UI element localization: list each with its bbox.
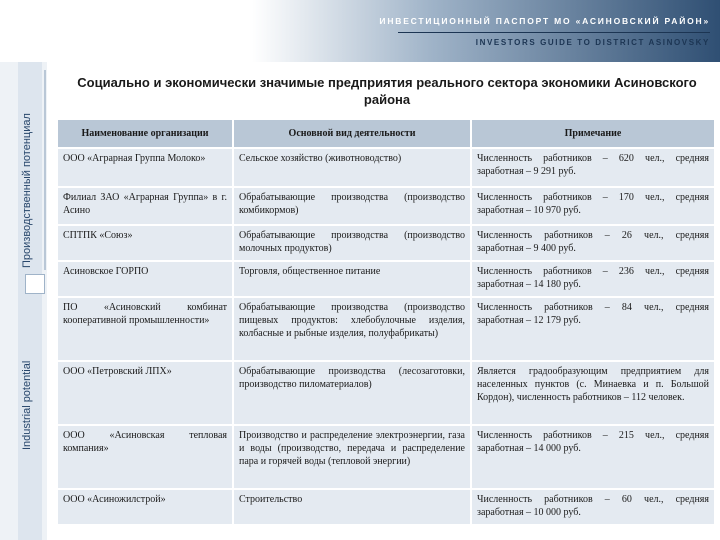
note-cell: Численность работников – 170 чел., средняя заработная – 10 970 руб. xyxy=(472,188,714,224)
activity-cell: Обрабатывающие производства (лесозаготовки, производство пиломатериалов) xyxy=(234,362,472,424)
note-cell: Численность работников – 60 чел., средняя заработная – 10 000 руб. xyxy=(472,490,714,524)
page-title: Социально и экономически значимые предприятия реального сектора экономики Асиновского района xyxy=(77,75,697,107)
table-row xyxy=(58,226,714,260)
table-row xyxy=(58,262,714,296)
organization-cell: ООО «Петровский ЛПХ» xyxy=(58,362,234,424)
table-row xyxy=(58,490,714,524)
table-row xyxy=(58,149,714,186)
sidebar-marker xyxy=(44,70,46,270)
note-cell: Численность работников – 215 чел., средняя заработная – 14 000 руб. xyxy=(472,426,714,488)
header-divider xyxy=(398,32,710,33)
activity-cell: Обрабатывающие производства (производство комбикормов) xyxy=(234,188,472,224)
organization-cell: ООО «Аграрная Группа Молоко» xyxy=(58,149,234,186)
activity-cell: Сельское хозяйство (животноводство) xyxy=(234,149,472,186)
activity-cell: Обрабатывающие производства (производство пищевых продуктов: хлебобулочные изделия, колбасные и рыбные изделия, полуфабрикаты) xyxy=(234,298,472,360)
header-title-en: INVESTORS GUIDE TO DISTRICT ASINOVSKY xyxy=(475,38,710,47)
table-row xyxy=(58,188,714,224)
organization-cell: Филиал ЗАО «Аграрная Группа» в г. Асино xyxy=(58,188,234,224)
activity-cell: Обрабатывающие производства (производство молочных продуктов) xyxy=(234,226,472,260)
activity-cell: Строительство xyxy=(234,490,472,524)
organization-cell: Асиновское ГОРПО xyxy=(58,262,234,296)
note-cell: Численность работников – 620 чел., средняя заработная – 9 291 руб. xyxy=(472,149,714,186)
note-cell: Численность работников – 84 чел., средняя заработная – 12 179 руб. xyxy=(472,298,714,360)
column-header-activity: Основной вид деятельности xyxy=(234,120,472,147)
table-row xyxy=(58,426,714,488)
organization-cell: СПТПК «Союз» xyxy=(58,226,234,260)
sidebar-label-ru: Производственный потенциал xyxy=(21,113,33,268)
table-row xyxy=(58,362,714,424)
header-band xyxy=(0,0,720,62)
enterprises-table xyxy=(58,118,714,526)
note-cell: Численность работников – 26 чел., средняя заработная – 9 400 руб. xyxy=(472,226,714,260)
organization-cell: ПО «Асиновский комбинат кооперативной промышленности» xyxy=(58,298,234,360)
organization-cell: ООО «Асиножилстрой» xyxy=(58,490,234,524)
table-header-row xyxy=(58,120,714,147)
activity-cell: Производство и распределение электроэнергии, газа и воды (производство, передача и распределение пара и горячей воды (тепловой энергии) xyxy=(234,426,472,488)
note-cell: Численность работников – 236 чел., средняя заработная – 14 180 руб. xyxy=(472,262,714,296)
sidebar-label-en: Industrial potential xyxy=(21,360,33,450)
sidebar-tab xyxy=(25,274,45,294)
organization-cell: ООО «Асиновская тепловая компания» xyxy=(58,426,234,488)
column-header-organization: Наименование организации xyxy=(58,120,234,147)
header-title-ru: ИНВЕСТИЦИОННЫЙ ПАСПОРТ МО «АСИНОВСКИЙ РАЙОН» xyxy=(379,16,710,26)
column-header-note: Примечание xyxy=(472,120,714,147)
activity-cell: Торговля, общественное питание xyxy=(234,262,472,296)
note-cell: Является градообразующим предприятием для населенных пунктов (с. Минаевка и п. Большой Кордон), численность работников – 112 человек. xyxy=(472,362,714,424)
table-row xyxy=(58,298,714,360)
